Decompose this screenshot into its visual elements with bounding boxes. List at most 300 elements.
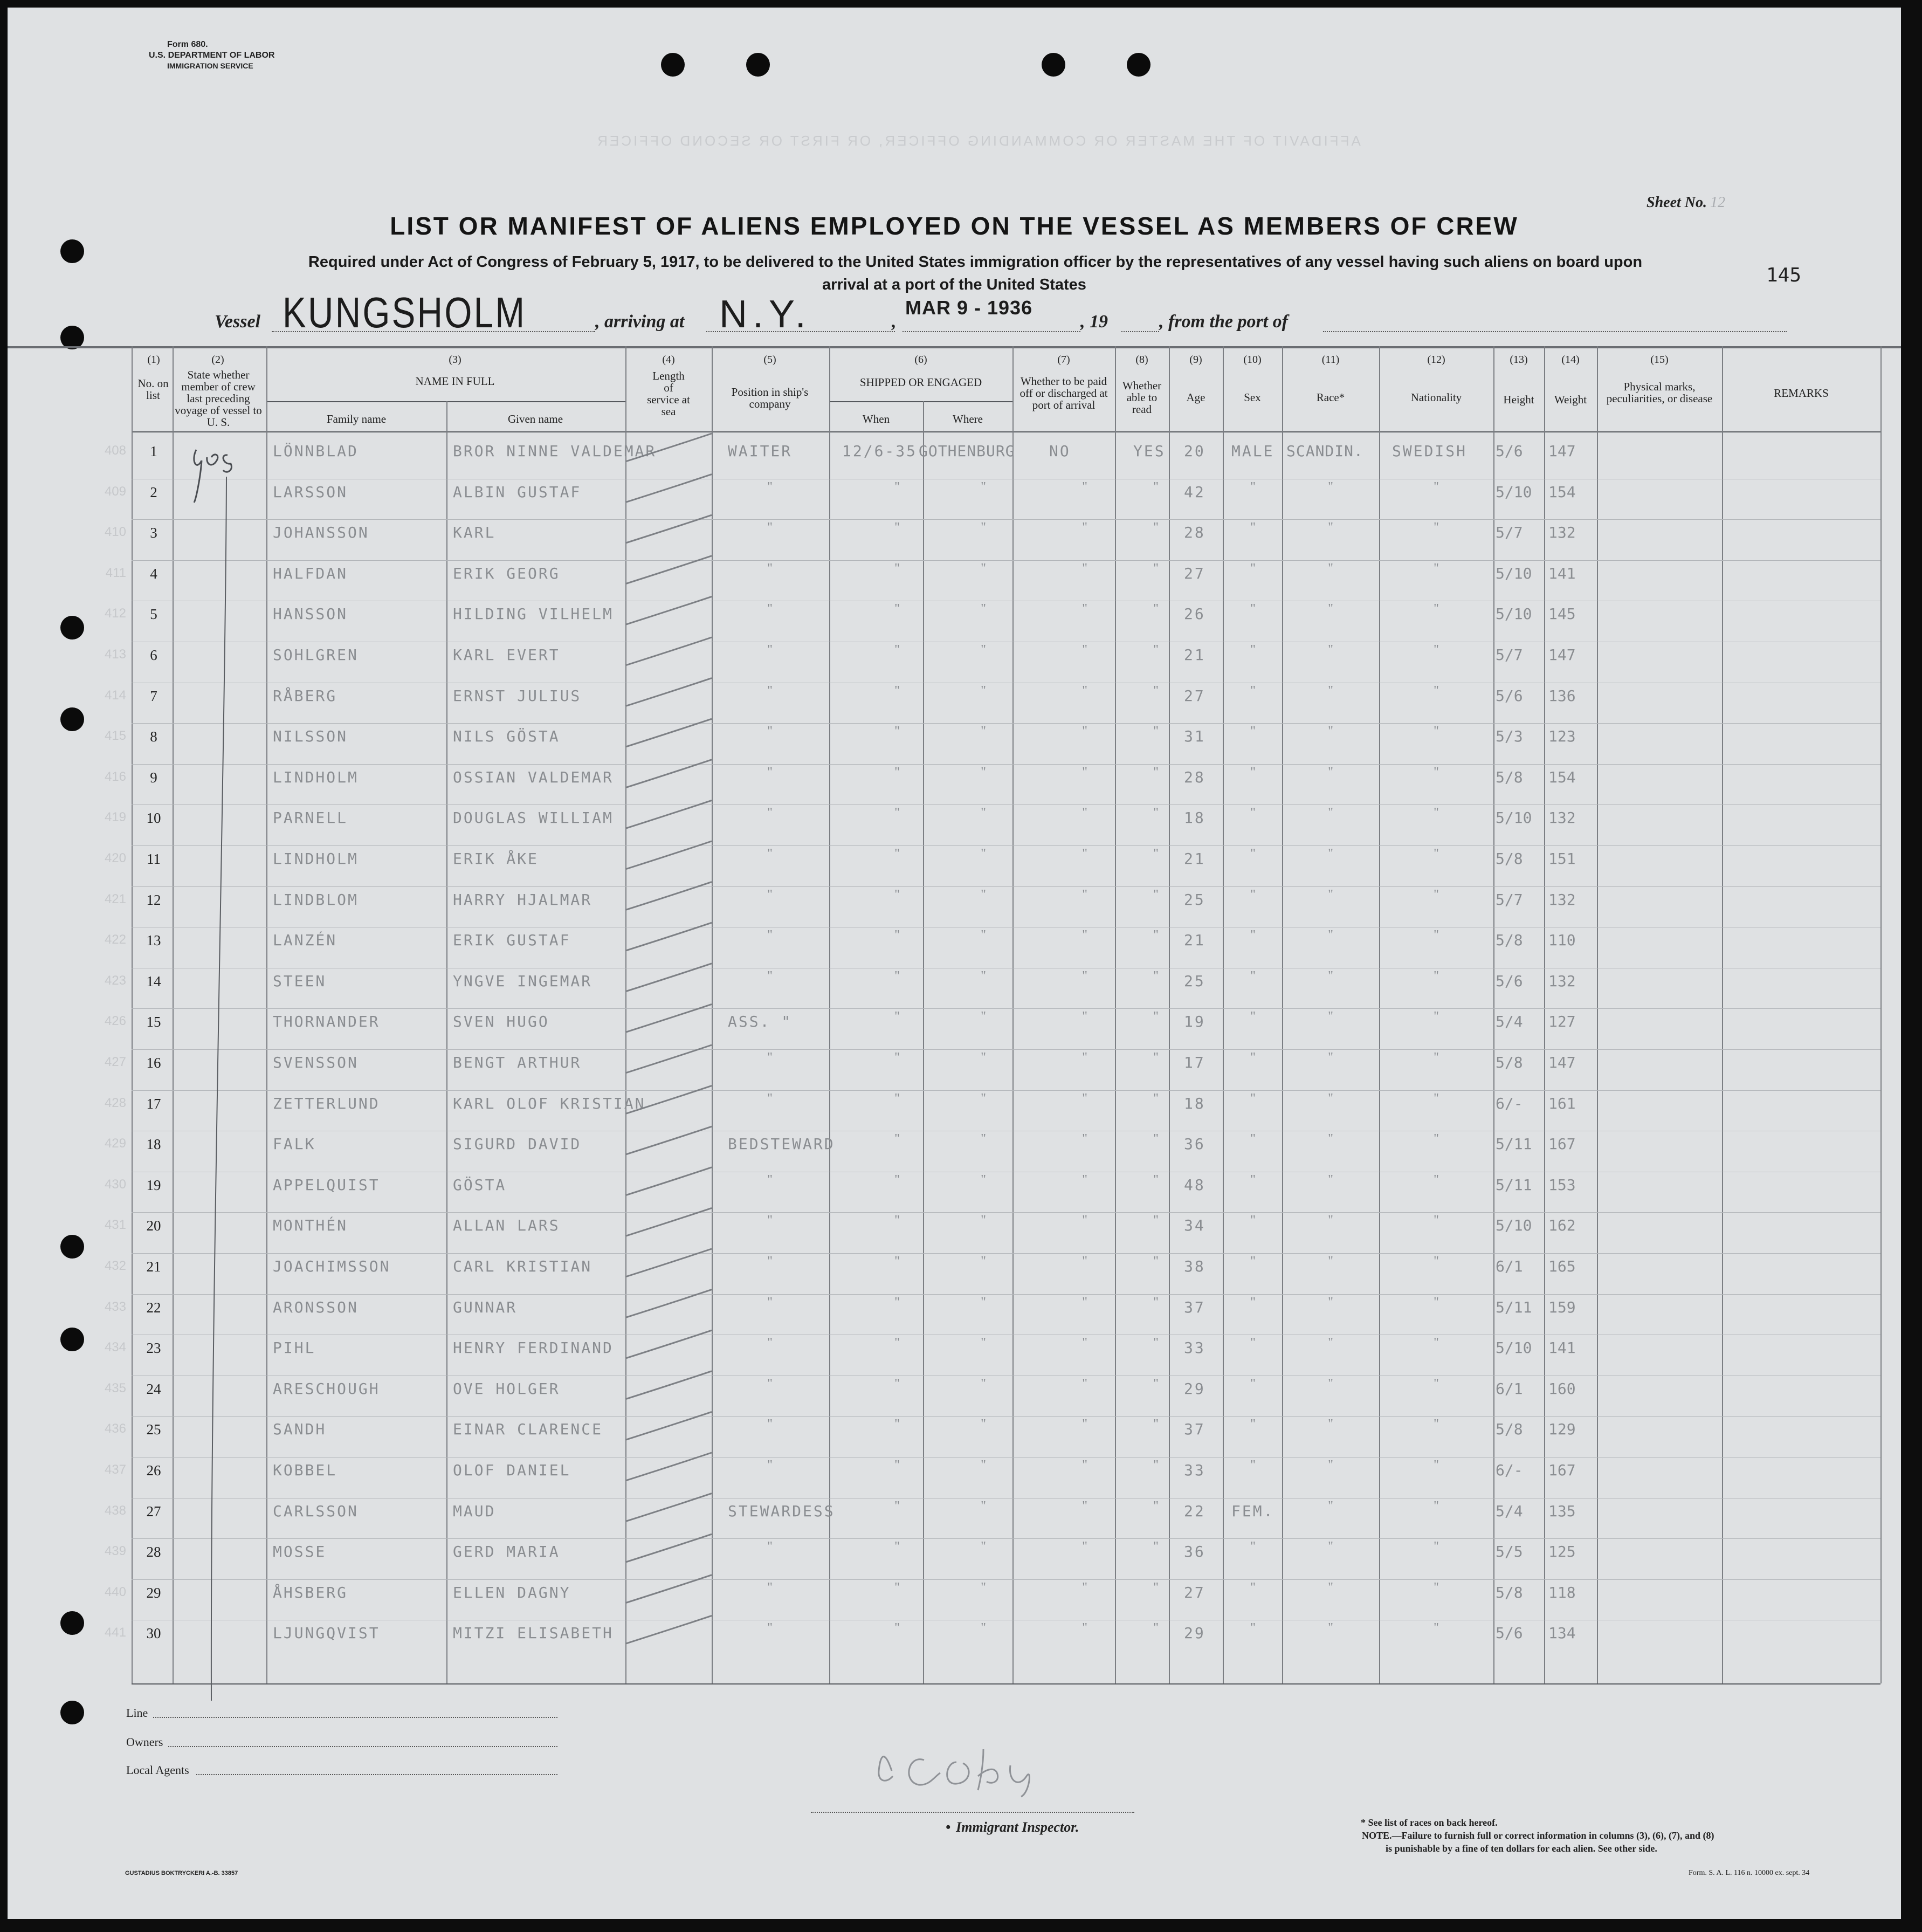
race-ditto: " — [1328, 765, 1333, 779]
row-ghost-number: 414 — [104, 688, 126, 703]
family-name: PARNELL — [273, 809, 348, 827]
sex-ditto: " — [1250, 1417, 1256, 1431]
age: 21 — [1184, 931, 1205, 949]
shipped-when-ditto: " — [894, 1458, 900, 1472]
col10-label: Sex — [1244, 391, 1261, 404]
family-name: LÖNNBLAD — [273, 442, 359, 460]
age: 28 — [1184, 768, 1205, 786]
family-name: SANDH — [273, 1420, 327, 1438]
row-number: 23 — [146, 1340, 161, 1356]
col14-label: Weight — [1554, 393, 1587, 406]
race-ditto: " — [1328, 1009, 1333, 1023]
race-ditto: " — [1328, 888, 1333, 902]
given-name: SIGURD DAVID — [453, 1135, 582, 1153]
row-number: 12 — [146, 892, 161, 908]
height: 5/4 — [1496, 1013, 1523, 1030]
given-name: NILS GÖSTA — [453, 727, 560, 745]
row-ghost-number: 420 — [104, 851, 126, 865]
family-name: ZETTERLUND — [273, 1095, 380, 1112]
position-ditto: " — [767, 765, 773, 779]
height: 5/11 — [1496, 1135, 1532, 1153]
nationality-ditto: " — [1434, 928, 1439, 942]
position-ditto: " — [767, 1336, 773, 1350]
weight: 159 — [1548, 1298, 1576, 1316]
date-stamp: MAR 9 - 1936 — [905, 297, 1033, 319]
able-to-read-ditto: " — [1153, 1499, 1159, 1513]
race-ditto: " — [1328, 480, 1333, 494]
position-ditto: " — [767, 643, 773, 657]
race: SCANDIN. — [1286, 442, 1363, 460]
family-name: CARLSSON — [273, 1502, 359, 1520]
position-ditto: " — [767, 1213, 773, 1227]
col5-number: (5) — [763, 354, 776, 366]
col12-label: Nationality — [1410, 391, 1462, 404]
service-length-stroke — [625, 1086, 712, 1114]
age: 18 — [1184, 809, 1205, 827]
height: 6/- — [1496, 1095, 1523, 1112]
row-number: 19 — [146, 1177, 161, 1193]
shipped-when-ditto: " — [894, 1213, 900, 1227]
sex-ditto: " — [1250, 1132, 1256, 1146]
given-name: ELLEN DAGNY — [453, 1584, 571, 1601]
col14-number: (14) — [1561, 354, 1580, 366]
col6-number: (6) — [914, 354, 927, 366]
row-number: 16 — [146, 1055, 161, 1071]
shipped-where-ditto: " — [981, 602, 986, 616]
able-to-read-ditto: " — [1153, 1336, 1159, 1350]
weight: 134 — [1548, 1624, 1576, 1642]
race-ditto: " — [1328, 724, 1333, 738]
shipped-when-ditto: " — [894, 1091, 900, 1105]
position-ditto: " — [767, 724, 773, 738]
shipped-when-ditto: " — [894, 1173, 900, 1187]
shipped-when-ditto: " — [894, 561, 900, 575]
age: 27 — [1184, 565, 1205, 582]
shipped-when-ditto: " — [894, 1009, 900, 1023]
col4-number: (4) — [662, 354, 675, 366]
family-name: MONTHÉN — [273, 1216, 348, 1234]
faded-heading: AFFIDAVIT OF THE MASTER OR COMMANDING OFFICER, OR FIRST OR SECOND OFFICER — [595, 133, 1361, 149]
able-to-read-ditto: " — [1153, 561, 1159, 575]
shipped-where-ditto: " — [981, 1091, 986, 1105]
sex-ditto: " — [1250, 1091, 1256, 1105]
sex-ditto: " — [1250, 1621, 1256, 1635]
able-to-read-ditto: " — [1153, 806, 1159, 820]
position-ditto: " — [767, 1377, 773, 1391]
sex-ditto: " — [1250, 1336, 1256, 1350]
shipped-where-ditto: " — [981, 561, 986, 575]
service-length-stroke — [625, 841, 712, 869]
sex-ditto: " — [1250, 1377, 1256, 1391]
row-number: 8 — [150, 728, 157, 745]
row-number: 25 — [146, 1421, 161, 1438]
able-to-read-ditto: " — [1153, 1254, 1159, 1268]
col11-label: Race* — [1316, 391, 1345, 404]
shipped-where: GOTHENBURG — [919, 442, 1015, 460]
sex-ditto: " — [1250, 480, 1256, 494]
paid-off-ditto: " — [1082, 1377, 1087, 1391]
nationality-ditto: " — [1434, 1377, 1439, 1391]
service-length-stroke — [625, 1412, 712, 1440]
weight: 153 — [1548, 1176, 1576, 1194]
age: 18 — [1184, 1095, 1205, 1112]
weight: 145 — [1548, 605, 1576, 623]
shipped-where-ditto: " — [981, 1621, 986, 1635]
inspector-text: Immigrant Inspector. — [956, 1819, 1079, 1835]
weight: 132 — [1548, 972, 1576, 990]
height: 5/4 — [1496, 1502, 1523, 1520]
given-name: ERIK GEORG — [453, 565, 560, 582]
able-to-read-ditto: " — [1153, 1295, 1159, 1309]
shipped-when-ditto: " — [894, 1336, 900, 1350]
nationality-ditto: " — [1434, 1539, 1439, 1553]
row-ghost-number: 412 — [104, 606, 126, 621]
col1-label: No. on list — [137, 377, 169, 402]
row-ghost-number: 410 — [104, 525, 126, 539]
row-number: 9 — [150, 769, 157, 786]
able-to-read-ditto: " — [1153, 1417, 1159, 1431]
race-ditto: " — [1328, 1091, 1333, 1105]
given-name: OSSIAN VALDEMAR — [453, 768, 614, 786]
able-to-read-ditto: " — [1153, 1173, 1159, 1187]
able-to-read-ditto: " — [1153, 1050, 1159, 1064]
height: 5/8 — [1496, 931, 1523, 949]
row-number: 15 — [146, 1014, 161, 1030]
age: 28 — [1184, 524, 1205, 541]
height: 5/7 — [1496, 524, 1523, 541]
family-name: JOACHIMSSON — [273, 1257, 391, 1275]
age: 36 — [1184, 1135, 1205, 1153]
able-to-read-ditto: " — [1153, 520, 1159, 534]
fine-note-2: is punishable by a fine of ten dollars for each alien. See other side. — [1386, 1843, 1657, 1854]
paid-off-ditto: " — [1082, 928, 1087, 942]
row-ghost-number: 411 — [105, 566, 126, 580]
height: 6/- — [1496, 1461, 1523, 1479]
service-length-stroke — [625, 923, 712, 951]
service-length-stroke — [625, 678, 712, 706]
position-ditto: " — [767, 1050, 773, 1064]
shipped-when-ditto: " — [894, 480, 900, 494]
given-name: KARL EVERT — [453, 646, 560, 664]
race-ditto: " — [1328, 806, 1333, 820]
family-name: KOBBEL — [273, 1461, 337, 1479]
service-length-stroke — [625, 882, 712, 910]
subtitle-line-2: arrival at a port of the United States — [822, 276, 1086, 293]
sex: FEM. — [1231, 1502, 1275, 1520]
row-ghost-number: 437 — [104, 1462, 126, 1477]
row-ghost-number: 421 — [104, 892, 126, 906]
row-ghost-number: 427 — [104, 1055, 126, 1069]
service-length-stroke — [625, 719, 712, 747]
family-name: LARSSON — [273, 483, 348, 501]
service-length-stroke — [625, 1290, 712, 1318]
age: 33 — [1184, 1461, 1205, 1479]
service-length-stroke — [625, 1615, 712, 1644]
height: 5/10 — [1496, 605, 1532, 623]
shipped-where-ditto: " — [981, 1539, 986, 1553]
family-name: SVENSSON — [273, 1054, 359, 1071]
row-number: 3 — [150, 525, 157, 541]
shipped-when-ditto: " — [894, 1499, 900, 1513]
service-length-stroke — [625, 800, 712, 828]
shipped-when-ditto: " — [894, 1377, 900, 1391]
shipped-where-ditto: " — [981, 1417, 986, 1431]
form-number: Form 680. — [167, 40, 208, 49]
service-length-stroke — [625, 1575, 712, 1603]
position-ditto: " — [767, 1254, 773, 1268]
position-ditto: " — [767, 806, 773, 820]
service-length-stroke — [625, 1494, 712, 1522]
age: 21 — [1184, 646, 1205, 664]
shipped-when-ditto: " — [894, 1050, 900, 1064]
race-ditto: " — [1328, 1132, 1333, 1146]
row-number: 21 — [146, 1259, 161, 1275]
age: 42 — [1184, 483, 1205, 501]
nationality-ditto: " — [1434, 1132, 1439, 1146]
vessel-label: Vessel — [215, 312, 260, 332]
race-ditto: " — [1328, 969, 1333, 983]
nationality-ditto: " — [1434, 520, 1439, 534]
col9-label: Age — [1186, 391, 1205, 404]
shipped-when-ditto: " — [894, 643, 900, 657]
height: 5/8 — [1496, 850, 1523, 868]
height: 5/10 — [1496, 1339, 1532, 1357]
shipped-where-ditto: " — [981, 724, 986, 738]
sex-ditto: " — [1250, 520, 1256, 534]
height: 5/10 — [1496, 483, 1532, 501]
race-ditto: " — [1328, 1377, 1333, 1391]
service-length-stroke — [625, 515, 712, 543]
shipped-where-ditto: " — [981, 643, 986, 657]
paid-off-ditto: " — [1082, 724, 1087, 738]
paid-off-ditto: " — [1082, 1254, 1087, 1268]
given-name: OLOF DANIEL — [453, 1461, 571, 1479]
subtitle-line-1: Required under Act of Congress of February 5, 1917, to be delivered to the United States immigration officer by the representatives of any vessel having such aliens on board upon — [308, 253, 1643, 271]
age: 20 — [1184, 442, 1205, 460]
col6-when-label: When — [862, 412, 890, 425]
given-name: ALBIN GUSTAF — [453, 483, 582, 501]
row-ghost-number: 431 — [104, 1218, 126, 1232]
paid-off-ditto: " — [1082, 602, 1087, 616]
service-length-stroke — [625, 1453, 712, 1481]
local-agents-label: Local Agents — [126, 1763, 189, 1777]
given-name: HILDING VILHELM — [453, 605, 614, 623]
position-ditto: " — [767, 1091, 773, 1105]
height: 5/10 — [1496, 565, 1532, 582]
race-ditto: " — [1328, 1050, 1333, 1064]
paid-off-ditto: " — [1082, 1050, 1087, 1064]
row-ghost-number: 408 — [104, 443, 126, 458]
given-name: KARL OLOF KRISTIAN — [453, 1095, 646, 1112]
sheet-number: 12 — [1710, 194, 1725, 211]
paid-off-ditto: " — [1082, 684, 1087, 698]
weight: 129 — [1548, 1420, 1576, 1438]
col4-label: Length of service at sea — [647, 369, 690, 418]
row-ghost-number: 435 — [104, 1381, 126, 1395]
service-length-strokes — [8, 8, 1901, 1919]
family-name: LINDBLOM — [273, 891, 359, 909]
age: 27 — [1184, 1584, 1205, 1601]
position-ditto: " — [767, 888, 773, 902]
shipped-when-ditto: " — [894, 806, 900, 820]
shipped-where-ditto: " — [981, 928, 986, 942]
nationality: SWEDISH — [1392, 442, 1468, 460]
height: 5/8 — [1496, 1420, 1523, 1438]
weight: 136 — [1548, 687, 1576, 705]
age: 37 — [1184, 1420, 1205, 1438]
position-ditto: " — [767, 1539, 773, 1553]
row-ghost-number: 422 — [104, 932, 126, 947]
paid-off-ditto: " — [1082, 1009, 1087, 1023]
position: STEWARDESS — [728, 1502, 835, 1520]
row-ghost-number: 426 — [104, 1014, 126, 1028]
able-to-read-ditto: " — [1153, 684, 1159, 698]
given-name: BROR NINNE VALDEMAR — [453, 442, 657, 460]
race-ditto: " — [1328, 847, 1333, 861]
paid-off-ditto: " — [1082, 1580, 1087, 1594]
row-ghost-number: 416 — [104, 769, 126, 784]
service-length-stroke — [625, 964, 712, 992]
race-ditto: " — [1328, 1499, 1333, 1513]
nationality-ditto: " — [1434, 1050, 1439, 1064]
able-to-read-ditto: " — [1153, 765, 1159, 779]
service-length-stroke — [625, 637, 712, 665]
age: 34 — [1184, 1216, 1205, 1234]
service-length-stroke — [625, 556, 712, 584]
paid-off-ditto: " — [1082, 520, 1087, 534]
position-ditto: " — [767, 847, 773, 861]
nationality-ditto: " — [1434, 602, 1439, 616]
row-ghost-number: 430 — [104, 1177, 126, 1192]
row-number: 14 — [146, 973, 161, 989]
sex-ditto: " — [1250, 1539, 1256, 1553]
race-ditto: " — [1328, 1173, 1333, 1187]
family-name: ARESCHOUGH — [273, 1380, 380, 1398]
nationality-ditto: " — [1434, 643, 1439, 657]
sex-ditto: " — [1250, 1050, 1256, 1064]
family-name: LJUNGQVIST — [273, 1624, 380, 1642]
able-to-read-ditto: " — [1153, 1621, 1159, 1635]
paid-off-ditto: " — [1082, 1499, 1087, 1513]
weight: 167 — [1548, 1461, 1576, 1479]
shipped-when-ditto: " — [894, 724, 900, 738]
stamp-number: 145 — [1766, 264, 1802, 286]
service-length-stroke — [625, 1167, 712, 1195]
shipped-when-ditto: " — [894, 520, 900, 534]
height: 5/8 — [1496, 768, 1523, 786]
row-ghost-number: 415 — [104, 728, 126, 743]
row-number: 26 — [146, 1462, 161, 1479]
arriving-label: , arriving at — [595, 312, 685, 332]
arrival-port: N.Y. — [719, 293, 811, 336]
col11-number: (11) — [1321, 354, 1340, 366]
row-ghost-number: 419 — [104, 810, 126, 824]
sex-ditto: " — [1250, 1295, 1256, 1309]
given-name: EINAR CLARENCE — [453, 1420, 603, 1438]
position: ASS. " — [728, 1013, 793, 1030]
page-title: LIST OR MANIFEST OF ALIENS EMPLOYED ON THE VESSEL AS MEMBERS OF CREW — [390, 212, 1519, 240]
height: 5/7 — [1496, 891, 1523, 909]
height: 5/6 — [1496, 442, 1523, 460]
race-ditto: " — [1328, 1213, 1333, 1227]
height: 6/1 — [1496, 1380, 1523, 1398]
col6-label: SHIPPED OR ENGAGED — [859, 376, 982, 389]
weight: 154 — [1548, 483, 1576, 501]
row-number: 28 — [146, 1544, 161, 1560]
position-ditto: " — [767, 684, 773, 698]
nationality-ditto: " — [1434, 1254, 1439, 1268]
paid-off-ditto: " — [1082, 847, 1087, 861]
shipped-where-ditto: " — [981, 1173, 986, 1187]
col7-label: Whether to be paid off or discharged at port of arrival — [1019, 375, 1108, 411]
height: 5/11 — [1496, 1176, 1532, 1194]
race-ditto: " — [1328, 1295, 1333, 1309]
given-name: ERIK ÅKE — [453, 850, 539, 868]
row-ghost-number: 440 — [104, 1585, 126, 1599]
given-name: CARL KRISTIAN — [453, 1257, 593, 1275]
age: 26 — [1184, 605, 1205, 623]
paid-off-ditto: " — [1082, 888, 1087, 902]
weight: 118 — [1548, 1584, 1576, 1601]
service-length-stroke — [625, 1249, 712, 1277]
row-ghost-number: 438 — [104, 1503, 126, 1518]
paid-off-ditto: " — [1082, 765, 1087, 779]
sex-ditto: " — [1250, 928, 1256, 942]
nationality-ditto: " — [1434, 1458, 1439, 1472]
nationality-ditto: " — [1434, 1499, 1439, 1513]
shipped-where-ditto: " — [981, 765, 986, 779]
sex-ditto: " — [1250, 1254, 1256, 1268]
able-to-read-ditto: " — [1153, 643, 1159, 657]
from-port-label: , from the port of — [1159, 312, 1288, 332]
paid-off-ditto: " — [1082, 1539, 1087, 1553]
row-number: 27 — [146, 1503, 161, 1520]
family-name: HALFDAN — [273, 565, 348, 582]
race-ditto: " — [1328, 1254, 1333, 1268]
service-length-stroke — [625, 1126, 712, 1154]
row-ghost-number: 429 — [104, 1136, 126, 1151]
row-number: 24 — [146, 1381, 161, 1397]
col13-label: Height — [1503, 393, 1534, 406]
height: 5/10 — [1496, 809, 1532, 827]
line-label: Line — [126, 1706, 148, 1720]
shipped-where-ditto: " — [981, 480, 986, 494]
given-name: OVE HOLGER — [453, 1380, 560, 1398]
paid-off-ditto: " — [1082, 1621, 1087, 1635]
given-name: HARRY HJALMAR — [453, 891, 593, 909]
sex-ditto: " — [1250, 1580, 1256, 1594]
able-to-read-ditto: " — [1153, 1132, 1159, 1146]
shipped-where-ditto: " — [981, 1295, 986, 1309]
weight: 125 — [1548, 1543, 1576, 1560]
shipped-when-ditto: " — [894, 1295, 900, 1309]
shipped-where-ditto: " — [981, 1336, 986, 1350]
star-icon: • — [946, 1819, 951, 1835]
shipped-where-ditto: " — [981, 1458, 986, 1472]
paid-off-ditto: " — [1082, 806, 1087, 820]
row-number: 30 — [146, 1625, 161, 1641]
weight: 127 — [1548, 1013, 1576, 1030]
shipped-where-ditto: " — [981, 684, 986, 698]
race-ditto: " — [1328, 520, 1333, 534]
family-name: STEEN — [273, 972, 327, 990]
fine-note-1: NOTE.—Failure to furnish full or correct information in columns (3), (6), (7), and (8) — [1362, 1830, 1714, 1841]
service-length-stroke — [625, 760, 712, 788]
sex-ditto: " — [1250, 724, 1256, 738]
weight: 123 — [1548, 727, 1576, 745]
service-length-stroke — [625, 1004, 712, 1032]
col3-given-label: Given name — [507, 412, 563, 425]
